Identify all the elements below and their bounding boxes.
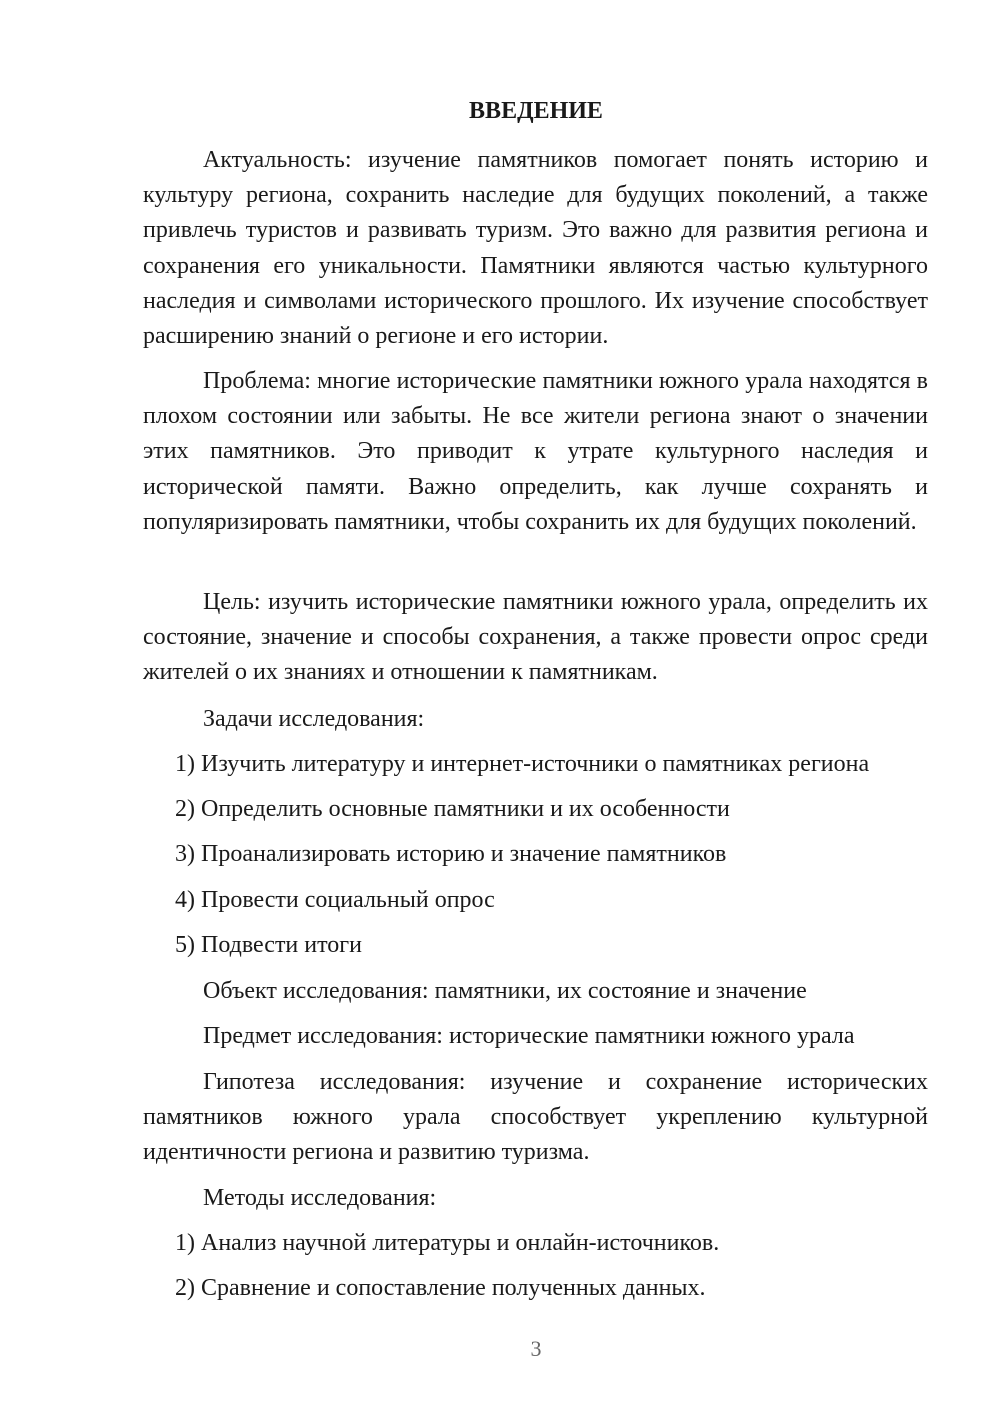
section-heading: ВВЕДЕНИЕ [469,98,603,124]
methods-title: Методы исследования: [203,1185,437,1211]
task-item: 1) Изучить литературу и интернет-источники о памятниках региона [175,751,870,777]
task-item: 2) Определить основные памятники и их особенности [175,796,730,822]
research-subject: Предмет исследования: исторические памятники южного урала [203,1023,855,1049]
goal-paragraph: Цель: изучить исторические памятники южного урала, определить их состояние, значение и способы сохранения, а также провести опрос среди жителей о их знаниях и отношении к памятникам. [143,589,928,686]
method-item: 2) Сравнение и сопоставление полученных данных. [175,1275,706,1301]
task-item: 3) Проанализировать историю и значение памятников [175,841,727,867]
relevance-paragraph: Актуальность: изучение памятников помогает понять историю и культуру региона, сохранить наследие для будущих поколений, а также привлечь туристов и развивать туризм. Это важно для развития региона и сохранения его уникальности. Памятники являются частью культурного наследия и символами исторического прошлого. Их изучение способствует расширению знаний о регионе и его истории. [143,147,928,350]
research-object: Объект исследования: памятники, их состояние и значение [203,978,807,1004]
hypothesis-paragraph: Гипотеза исследования: изучение и сохранение исторических памятников южного урала способствует укреплению культурной идентичности региона и развитию туризма. [143,1069,928,1166]
method-item: 1) Анализ научной литературы и онлайн-источников. [175,1230,720,1256]
problem-paragraph: Проблема: многие исторические памятники южного урала находятся в плохом состоянии или забыты. Не все жители региона знают о значении этих памятников. Это приводит к утрате культурного наследия и исторической памяти. Важно определить, как лучше сохранять и популяризировать памятники, чтобы сохранить их для будущих поколений. [143,368,928,535]
task-item: 5) Подвести итоги [175,932,362,958]
page-number: 3 [530,1336,542,1361]
task-item: 4) Провести социальный опрос [175,887,495,913]
tasks-title: Задачи исследования: [203,706,425,732]
